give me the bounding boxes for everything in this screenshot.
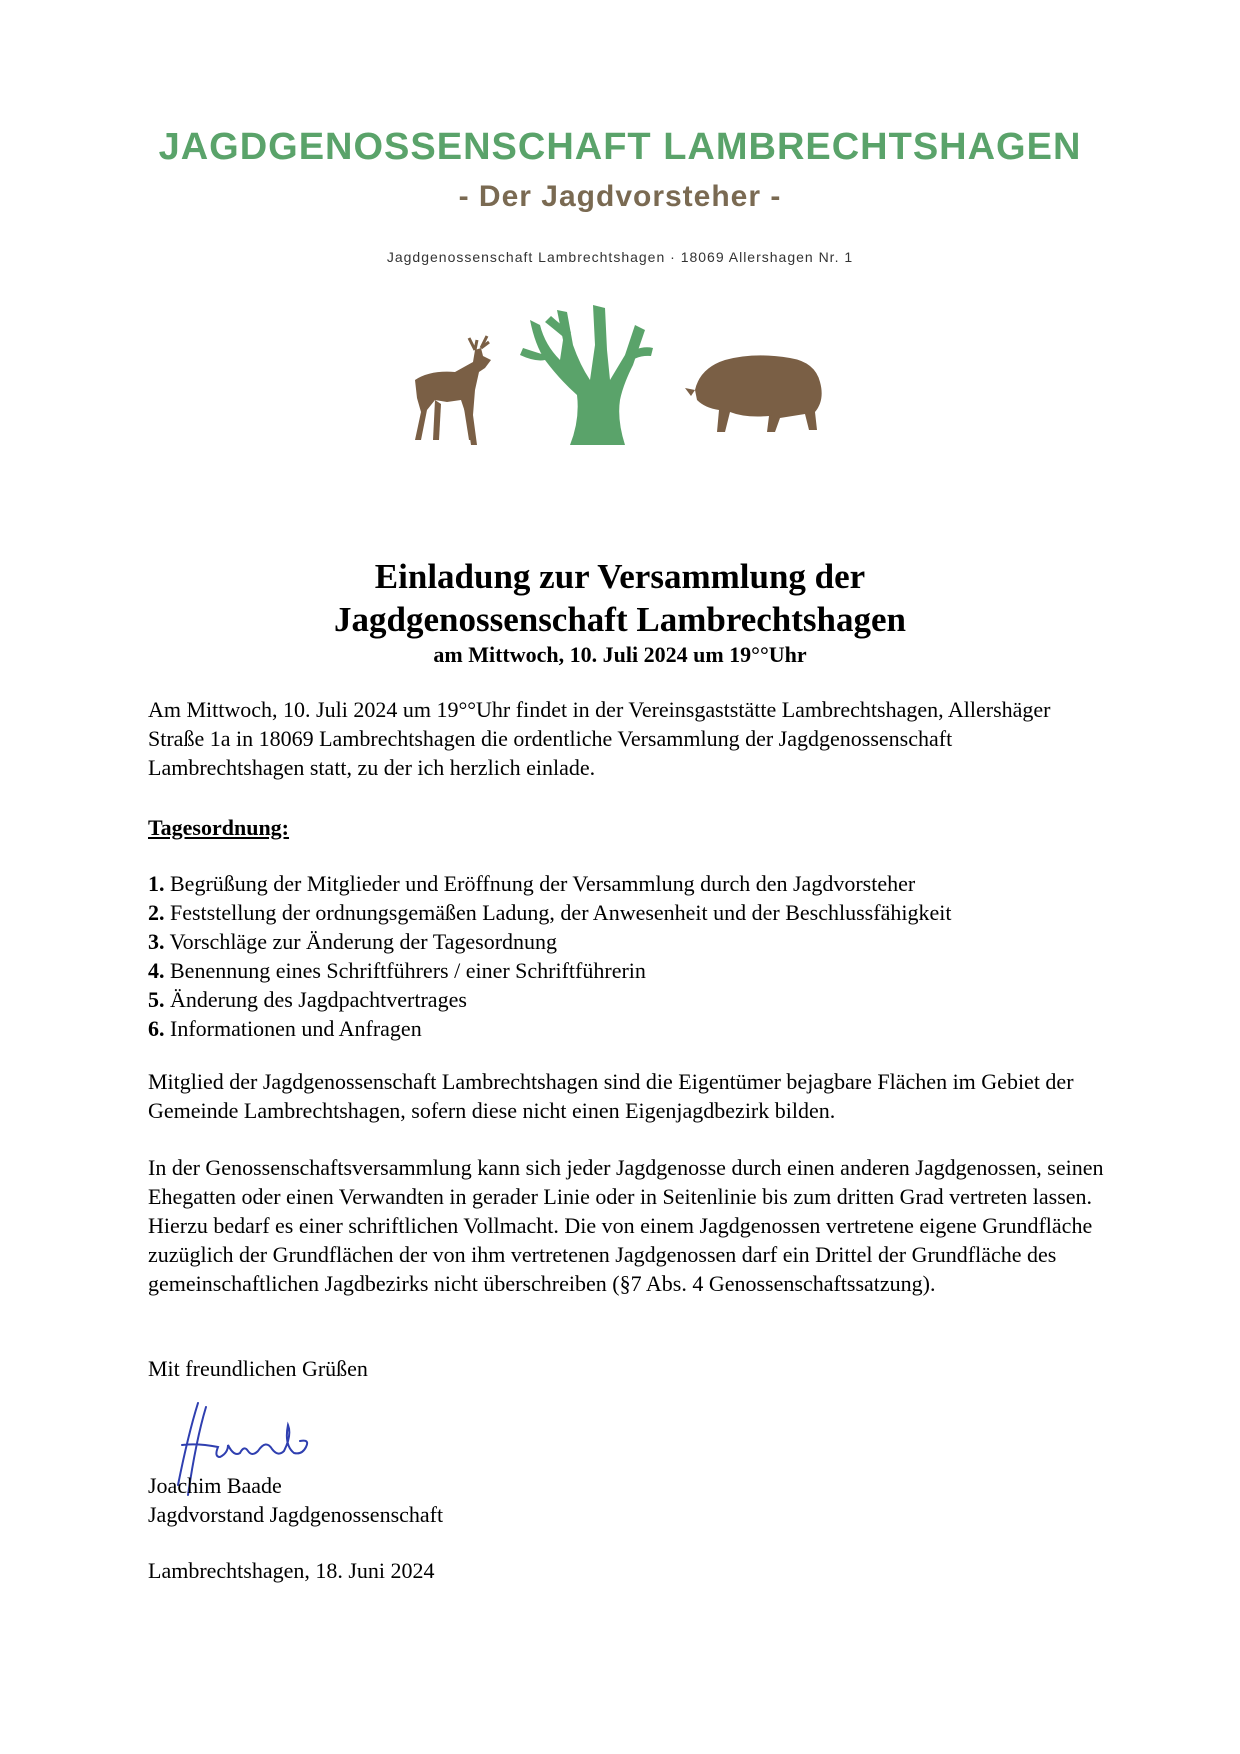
org-subtitle: - Der Jagdvorsteher -: [458, 180, 782, 213]
sender-address: Jagdgenossenschaft Lambrechtshagen · 18069 Allershagen Nr. 1: [386, 249, 854, 265]
title-line-1: Einladung zur Versammlung der: [374, 557, 866, 596]
tree-icon: [520, 305, 653, 445]
logo-deer-tree-boar: [395, 300, 865, 500]
place-date: Lambrechtshagen, 18. Juni 2024: [148, 1558, 435, 1583]
agenda-item: 6. Informationen und Anfragen: [148, 1016, 422, 1041]
signer-role: Jagdvorstand Jagdgenossenschaft: [148, 1502, 444, 1527]
boar-icon: [685, 355, 822, 432]
intro-paragraph: Am Mittwoch, 10. Juli 2024 um 19°°Uhr findet in der Vereinsgaststätte Lambrechtshagen, Allershäger Straße 1a in 18069 Lambrechtshagen die ordentliche Versammlung der Jagdgenossenschaft Lambrechtshagen statt, zu der ich herzlich einlade.: [148, 697, 1051, 780]
document-title: [0, 555, 1240, 641]
org-name: JAGDGENOSSENSCHAFT LAMBRECHTSHAGEN: [158, 126, 1082, 168]
agenda-item: 3. Vorschläge zur Änderung der Tagesordnung: [148, 929, 558, 954]
agenda-item: 1. Begrüßung der Mitglieder und Eröffnung der Versammlung durch den Jagdvorsteher: [148, 871, 916, 896]
agenda-item: 2. Feststellung der ordnungsgemäßen Ladung, der Anwesenheit und der Beschlussfähigkeit: [148, 900, 952, 925]
signer-name: Joachim Baade: [148, 1473, 282, 1498]
membership-paragraph: Mitglied der Jagdgenossenschaft Lambrechtshagen sind die Eigentümer bejagbare Flächen im Gebiet der Gemeinde Lambrechtshagen, sofern diese nicht einen Eigenjagdbezirk bilden.: [148, 1069, 1074, 1123]
agenda-item: 5. Änderung des Jagdpachtvertrages: [148, 987, 467, 1012]
document-subtitle: am Mittwoch, 10. Juli 2024 um 19°°Uhr: [433, 642, 807, 667]
agenda-item: 4. Benennung eines Schriftführers / einer Schriftführerin: [148, 958, 646, 983]
title-line-2: Jagdgenossenschaft Lambrechtshagen: [333, 600, 907, 639]
closing-greeting: Mit freundlichen Grüßen: [148, 1356, 368, 1381]
agenda-list: [148, 869, 1108, 1043]
agenda-heading: Tagesordnung:: [148, 815, 290, 840]
deer-icon: [415, 336, 491, 445]
proxy-paragraph: In der Genossenschaftsversammlung kann sich jeder Jagdgenosse durch einen anderen Jagdgenossen, seinen Ehegatten oder einen Verwandten in gerader Linie oder in Seitenlinie bis zum dritten Grad vertreten lassen. Hierzu bedarf es einer schriftlichen Vollmacht. Die von einem Jagdgenossen vertretene eigene Grundfläche zuzüglich der Grundflächen der von ihm vertretenen Jagdgenossen darf ein Drittel der Grundfläche des gemeinschaftlichen Jagdbezirks nicht überschreiben (§7 Abs. 4 Genossenschaftssatzung).: [148, 1155, 1104, 1296]
